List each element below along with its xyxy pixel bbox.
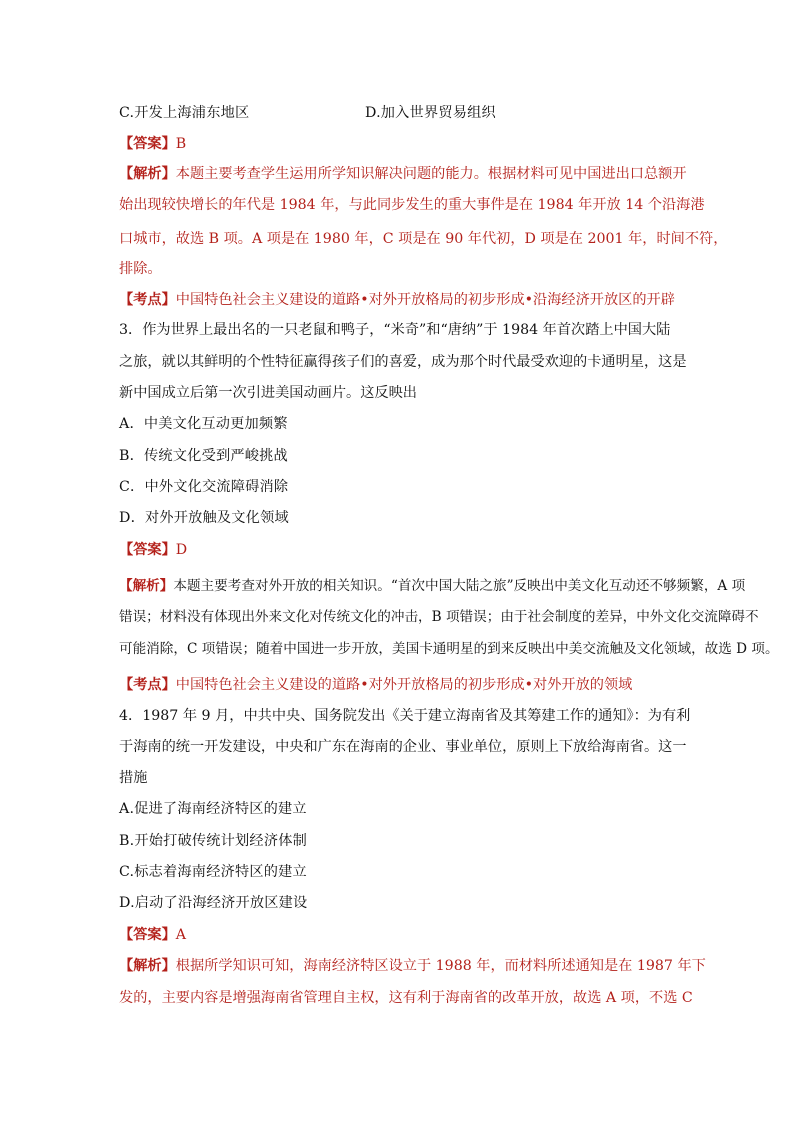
analysis-tag: 【解析】 (119, 958, 176, 974)
analysis-tag: 【解析】 (119, 578, 174, 594)
answer-line (119, 925, 186, 945)
analysis-text: 始出现较快增长的年代是 1984 年，与此同步发生的重大事件是在 1984 年开放 14 个沿海港 (119, 197, 705, 213)
question-stem: 措施 (119, 770, 148, 786)
analysis-text: 可能消除，C 项错误；随着中国进一步开放，美国卡通明星的到来反映出中美交流触及文化领域，故选 D 项。 (119, 641, 779, 657)
option-d: D.加入世界贸易组织 (365, 105, 496, 121)
question-stem: 新中国成立后第一次引进美国动画片。这反映出 (119, 385, 417, 401)
point-text: 中国特色社会主义建设的道路•对外开放格局的初步形成•对外开放的领域 (175, 677, 633, 693)
option-c: C.开发上海浦东地区 (119, 105, 250, 121)
analysis-tag: 【解析】 (119, 166, 176, 182)
analysis-line (119, 956, 706, 976)
option-c: C.标志着海南经济特区的建立 (119, 864, 307, 880)
analysis-line (119, 576, 745, 596)
option-c: C．中外文化交流障碍消除 (119, 479, 289, 495)
answer-value: A (175, 927, 187, 943)
option-a: A.促进了海南经济特区的建立 (119, 801, 307, 817)
analysis-line (119, 164, 687, 184)
answer-value: D (175, 542, 188, 558)
analysis-text: 排除。 (119, 261, 162, 277)
analysis-text: 根据所学知识可知，海南经济特区设立于 1988 年，而材料所述通知是在 1987 年下 (175, 958, 706, 974)
answer-line (119, 134, 186, 154)
point-text: 中国特色社会主义建设的道路•对外开放格局的初步形成•沿海经济开放区的开辟 (175, 292, 675, 308)
analysis-text: 发的，主要内容是增强海南省管理自主权，这有利于海南省的改革开放，故选 A 项，不选 C (119, 990, 693, 1006)
question-stem: 于海南的统一开发建设，中央和广东在海南的企业、事业单位，原则上下放给海南省。这一 (119, 739, 687, 755)
question-stem: 之旅，就以其鲜明的个性特征赢得孩子们的喜爱，成为那个时代最受欢迎的卡通明星，这是 (119, 354, 687, 370)
point-line (119, 675, 632, 695)
answer-tag: 【答案】 (119, 136, 176, 152)
analysis-text: 本题主要考查对外开放的相关知识。“首次中国大陆之旅”反映出中美文化互动还不够频繁，A 项 (173, 578, 746, 594)
option-b: B.开始打破传统计划经济体制 (119, 833, 307, 849)
answer-tag: 【答案】 (119, 927, 176, 943)
option-b: B．传统文化受到严峻挑战 (119, 448, 288, 464)
option-a: A．中美文化互动更加频繁 (119, 416, 288, 432)
point-tag: 【考点】 (119, 677, 176, 693)
question-stem: 3．作为世界上最出名的一只老鼠和鸭子，“米奇”和“唐纳”于 1984 年首次踏上中国大陆 (119, 322, 671, 338)
option-d: D.启动了沿海经济开放区建设 (119, 895, 308, 911)
question-stem: 4．1987 年 9 月，中共中央、国务院发出《关于建立海南省及其筹建工作的通知》：为有利 (119, 708, 691, 724)
analysis-text: 口城市，故选 B 项。A 项是在 1980 年，C 项是在 90 年代初，D 项是在 2001 年，时间不符， (119, 231, 728, 247)
answer-value: B (175, 136, 187, 152)
answer-line (119, 540, 187, 560)
option-d: D．对外开放触及文化领域 (119, 510, 289, 526)
analysis-text: 错误；材料没有体现出外来文化对传统文化的冲击，B 项错误；由于社会制度的差异，中外文化交流障碍不 (119, 609, 759, 625)
point-line (119, 290, 675, 310)
analysis-text: 本题主要考查学生运用所学知识解决问题的能力。根据材料可见中国进出口总额开 (175, 166, 687, 182)
point-tag: 【考点】 (119, 292, 176, 308)
answer-tag: 【答案】 (119, 542, 176, 558)
